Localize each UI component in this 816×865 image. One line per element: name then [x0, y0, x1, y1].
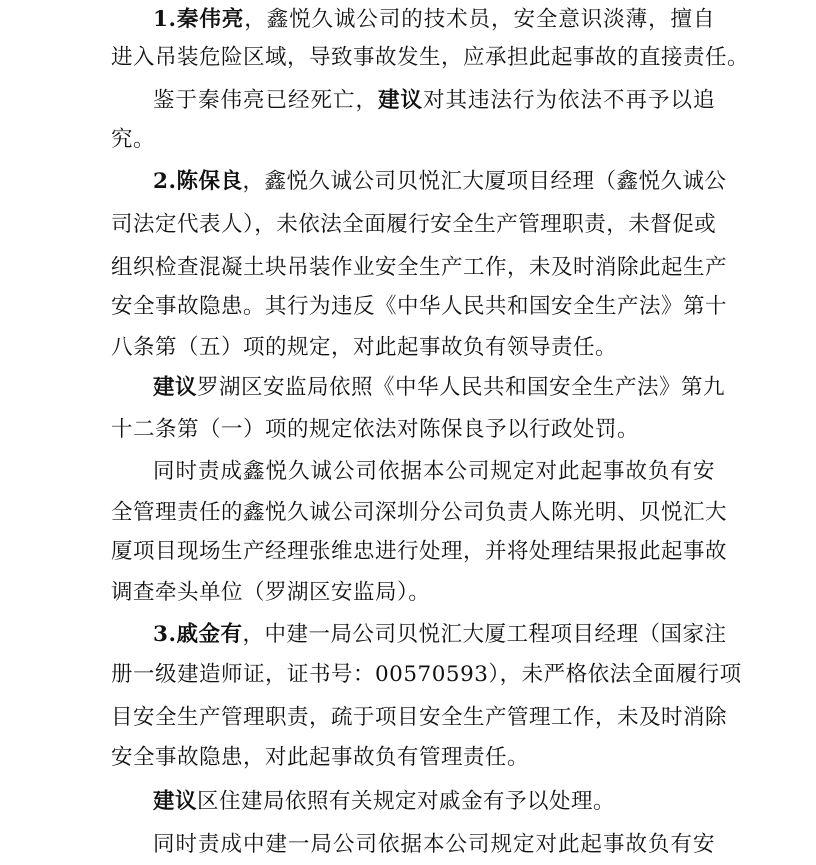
text-line	[153, 615, 727, 655]
text-span: 册一级建造师证，证书号：00570593），未严格依法全面履行项	[111, 662, 742, 687]
text-span: 安全事故隐患。其行为违反《中华人民共和国安全生产法》第十	[111, 294, 728, 319]
text-line	[153, 782, 715, 822]
text-line	[111, 287, 728, 327]
bold-text: 2.陈保良	[153, 169, 243, 194]
text-line	[111, 205, 715, 245]
text-span: ，中建一局公司贝悦汇大厦工程项目经理（国家注	[242, 622, 727, 647]
text-span: 鉴于秦伟亮已经死亡，	[153, 88, 378, 113]
text-span: ，鑫悦久诚公司的技术员，安全意识淡薄，擅自	[244, 7, 715, 32]
bold-text: 建议	[153, 789, 198, 814]
text-span: 组织检查混凝土块吊装作业安全生产工作，未及时消除此起生产	[111, 255, 728, 280]
text-line	[111, 410, 715, 450]
text-span: 厦项目现场生产经理张维忠进行处理，并将处理结果报此起事故	[111, 539, 728, 564]
text-line	[111, 248, 728, 288]
text-span: 同时责成鑫悦久诚公司依据本公司规定对此起事故负有安	[153, 459, 715, 484]
text-line	[111, 698, 728, 738]
text-line	[111, 532, 728, 572]
text-line	[153, 81, 715, 121]
bold-text: 3.戚金有	[153, 622, 243, 647]
text-span: 究。	[111, 127, 156, 152]
text-line	[153, 162, 727, 202]
text-span: 八条第（五）项的规定，对此起事故负有领导责任。	[111, 335, 618, 360]
text-span: 调查牵头单位（罗湖区安监局）。	[111, 580, 431, 605]
text-line	[153, 452, 715, 492]
text-span: 进入吊装危险区域，导致事故发生，应承担此起事故的直接责任。	[111, 45, 750, 70]
text-span: ，鑫悦久诚公司贝悦汇大厦项目经理（鑫悦久诚公	[242, 169, 727, 194]
text-line	[111, 655, 742, 695]
text-line	[111, 120, 715, 160]
text-line	[153, 368, 726, 408]
text-line	[111, 38, 750, 78]
bold-text: 1.秦伟亮	[153, 7, 245, 32]
text-span: 对其违法行为依法不再予以追	[422, 88, 715, 113]
text-line	[111, 573, 715, 613]
text-span: 安全事故隐患，对此起事故负有管理责任。	[111, 745, 530, 770]
bold-text: 建议	[153, 375, 198, 400]
text-span: 同时责成中建一局公司依据本公司规定对此起事故负有安	[153, 832, 715, 857]
bold-text: 建议	[377, 88, 423, 113]
text-span: 司法定代表人），未依法全面履行安全生产管理职责，未督促或	[111, 212, 717, 237]
text-span: 区住建局依照有关规定对戚金有予以处理。	[197, 789, 616, 814]
text-line	[153, 825, 715, 865]
text-line	[111, 738, 715, 778]
text-span: 十二条第（一）项的规定依法对陈保良予以行政处罚。	[111, 417, 640, 442]
text-line	[111, 328, 715, 368]
text-span: 目安全生产管理职责，疏于项目安全生产管理工作，未及时消除	[111, 705, 728, 730]
text-line	[111, 493, 728, 533]
text-span: 罗湖区安监局依照《中华人民共和国安全生产法》第九	[197, 375, 726, 400]
text-line	[153, 0, 715, 40]
text-span: 全管理责任的鑫悦久诚公司深圳分公司负责人陈光明、贝悦汇大	[111, 500, 728, 525]
